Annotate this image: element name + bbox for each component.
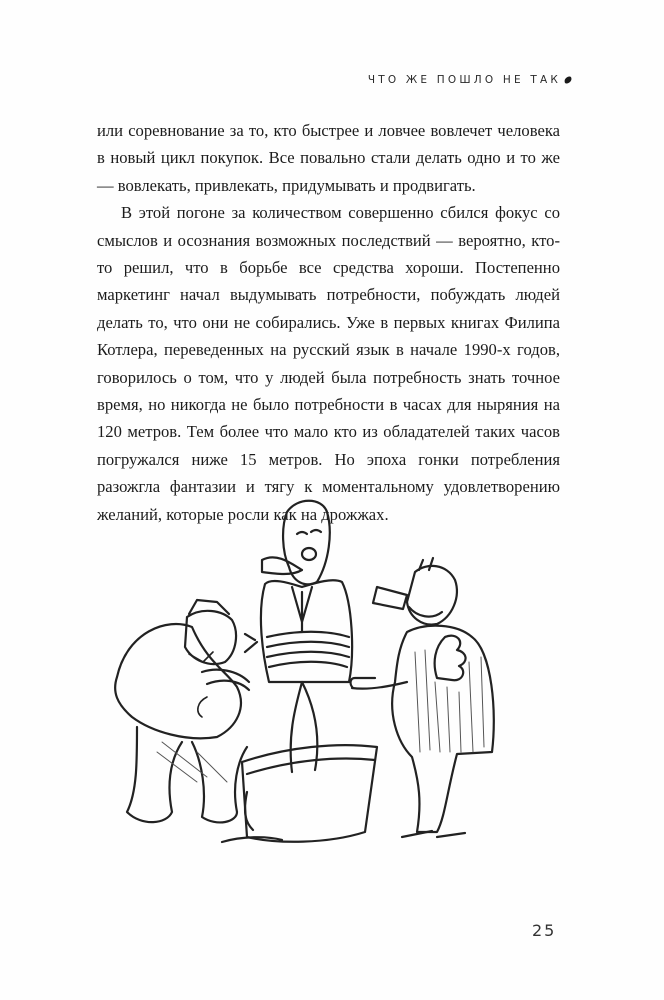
running-head bbox=[368, 74, 572, 86]
tied-man-figure bbox=[245, 501, 352, 682]
cartoon-illustration bbox=[97, 492, 547, 852]
page-number: 25 bbox=[532, 921, 557, 940]
tub-figure bbox=[222, 682, 377, 842]
burly-man-figure bbox=[115, 600, 249, 822]
running-head-title: ЧТО ЖЕ ПОШЛО НЕ ТАК bbox=[367, 74, 561, 86]
salesman-figure bbox=[351, 558, 494, 837]
body-text bbox=[97, 117, 560, 528]
paragraph: В этой погоне за количеством совершенно сбился фокус со смыслов и осознания возможных последствий — вероятно, кто-то решил, что в борьбе все средства хороши. Постепенно маркетинг начал выдумывать потребности, побуждать людей делать то, что они не собирались. Уже в первых книгах Филипа Котлера, переведенных на русский язык в начале 1990-х годов, говорилось о том, что у людей была потребность знать точное время, но никогда не было потребности в часах для ныряния на 120 метров. Тем более что мало кто из обладателей таких часов погружался ниже 15 метров. Но эпоха гонки потребления разожгла фантазии и тягу к моментальному удовлетворению желаний, которые росли как на дрожжах. bbox=[97, 203, 560, 524]
leaf-icon bbox=[563, 76, 573, 85]
paragraph: или соревнование за то, кто быстрее и ловчее вовлечет человека в новый цикл покупок. Все повально стали делать одно и то же — вовлекать, привлекать, придумывать и продвигать. bbox=[97, 121, 560, 195]
